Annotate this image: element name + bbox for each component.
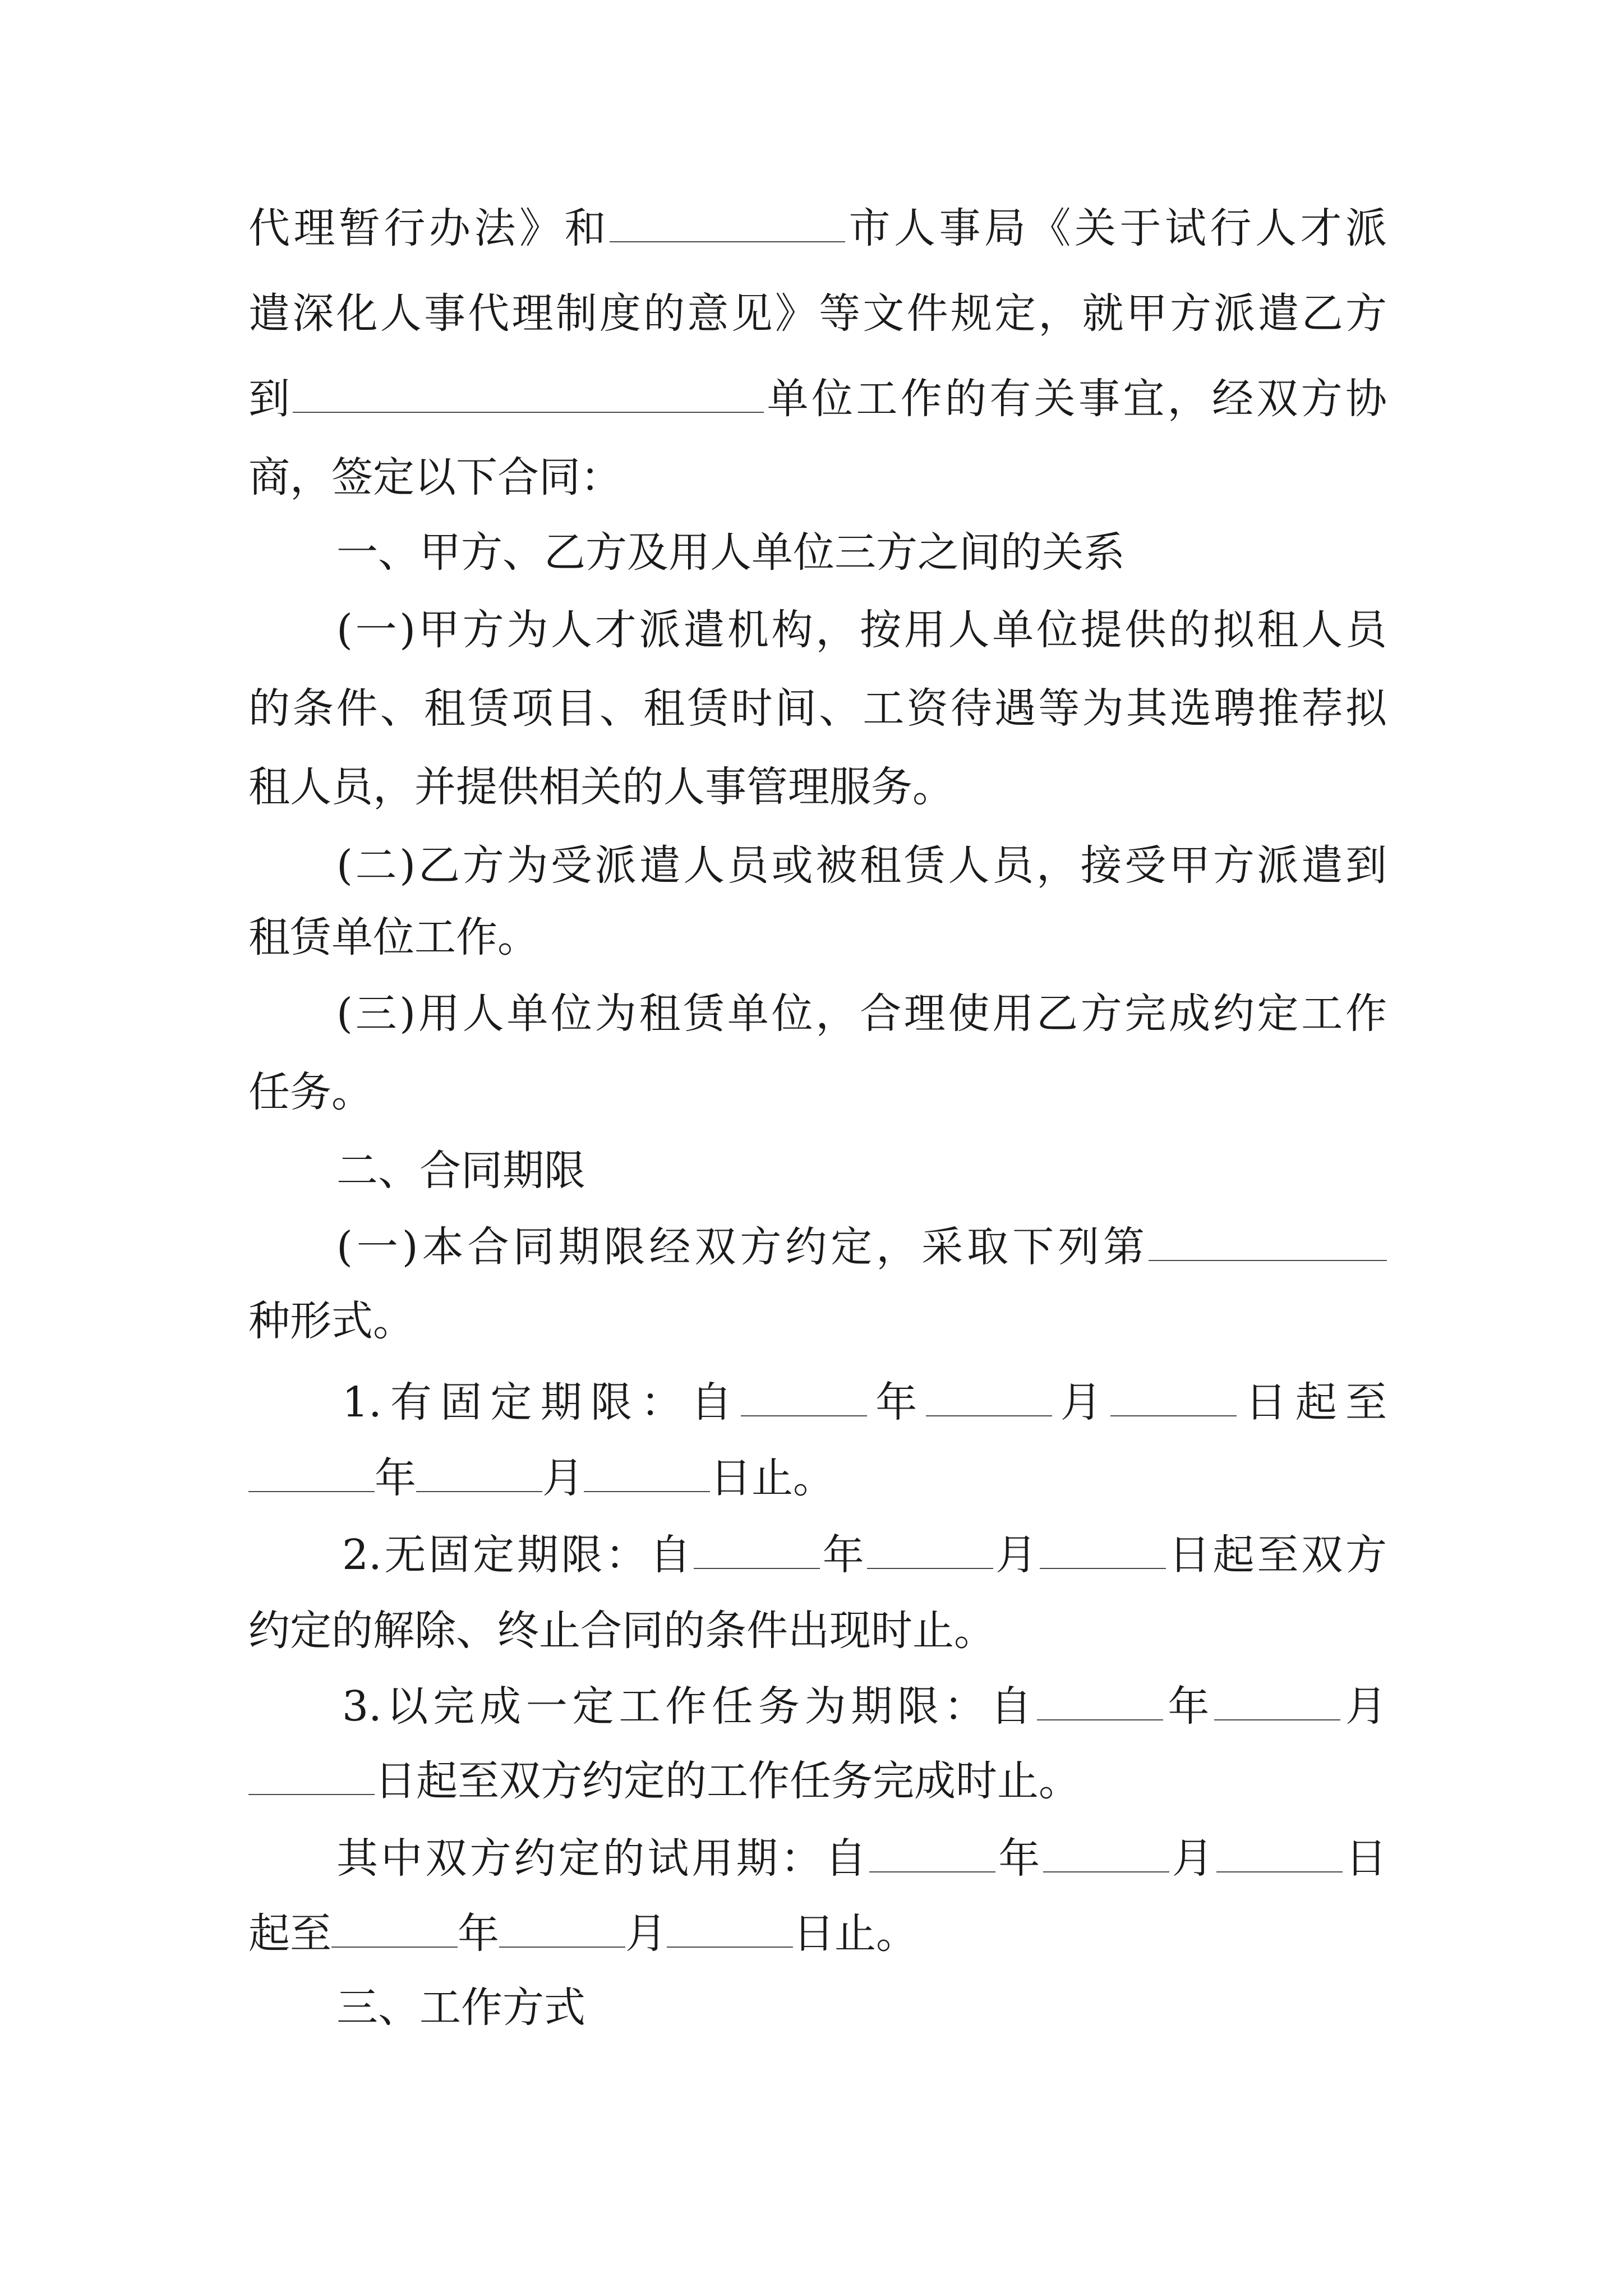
text-line	[248, 368, 1387, 430]
text-line: 种形式。	[248, 1297, 414, 1345]
text-run: 代理暂行办法》和	[248, 204, 610, 252]
text-run: 年	[1163, 1682, 1215, 1731]
blank-field-city[interactable]	[610, 204, 845, 242]
probation-cont	[248, 1903, 1387, 1964]
text-run: 日起至双方	[1166, 1531, 1387, 1579]
text-run: 日	[1342, 1834, 1387, 1883]
probation-line	[336, 1828, 1387, 1889]
blank-day[interactable]	[1040, 1530, 1166, 1569]
text-run: 市人事局《关于试行人才派	[845, 204, 1387, 252]
text-run: 自	[824, 1834, 870, 1883]
item-1-cont	[248, 1447, 1387, 1509]
text-run: 单位工作的有关事宜，经双方协	[764, 375, 1387, 423]
section-heading-2: 二、合同期限	[336, 1147, 585, 1195]
blank-year[interactable]	[1037, 1682, 1163, 1720]
text-run: 月	[542, 1454, 584, 1502]
text-line: 租赁单位工作。	[248, 913, 539, 961]
section-heading-1: 一、甲方、乙方及用人单位三方之间的关系	[336, 528, 1125, 577]
text-run: 1.有固定期限：	[342, 1378, 691, 1427]
text-run: 月	[1052, 1378, 1111, 1427]
item-2-cont: 约定的解除、终止合同的条件出现时止。	[248, 1607, 995, 1655]
text-run: 年	[375, 1454, 416, 1502]
text-line: 遣深化人事代理制度的意见》等文件规定，就甲方派遣乙方	[248, 289, 1387, 338]
blank-month[interactable]	[1214, 1682, 1340, 1720]
blank-month[interactable]	[1043, 1834, 1169, 1872]
item-3-line	[342, 1676, 1387, 1737]
blank-year[interactable]	[869, 1834, 995, 1872]
text-line: 任务。	[248, 1068, 373, 1116]
blank-month[interactable]	[499, 1909, 625, 1948]
text-run: 月	[1340, 1682, 1387, 1731]
text-run: 日起至双方约定的工作任务完成时止。	[375, 1757, 1080, 1805]
text-run: 自	[649, 1531, 694, 1579]
text-run: 自	[690, 1378, 741, 1427]
text-run: 日起至	[1237, 1378, 1387, 1427]
text-line: 租人员，并提供相关的人事管理服务。	[248, 763, 954, 811]
blank-month[interactable]	[867, 1530, 993, 1569]
text-run: 日止。	[793, 1910, 917, 1958]
text-run: 2.无固定期限：	[342, 1531, 650, 1579]
item-3-cont	[248, 1750, 1387, 1812]
text-run: 起至	[248, 1910, 331, 1958]
blank-month[interactable]	[416, 1453, 542, 1492]
blank-day[interactable]	[248, 1756, 375, 1795]
text-run: 年	[819, 1531, 867, 1579]
blank-day[interactable]	[584, 1453, 710, 1492]
text-run: 年	[995, 1834, 1043, 1883]
text-run: 月	[993, 1531, 1040, 1579]
section-heading-3: 三、工作方式	[336, 1984, 585, 2032]
text-run: 到	[248, 375, 293, 423]
text-run: 自	[990, 1682, 1037, 1731]
text-line: 商，签定以下合同：	[248, 453, 622, 501]
blank-field-unit[interactable]	[293, 374, 764, 413]
blank-field-form-number[interactable]	[1149, 1222, 1387, 1261]
text-run: 年	[866, 1378, 926, 1427]
blank-day[interactable]	[1216, 1834, 1343, 1872]
text-line	[248, 197, 1387, 259]
text-run: 月	[625, 1910, 667, 1958]
blank-year[interactable]	[331, 1909, 458, 1948]
text-line	[336, 1216, 1387, 1278]
text-line: (一)甲方为人才派遣机构，按用人单位提供的拟租人员	[336, 606, 1387, 654]
text-run: 年	[458, 1910, 499, 1958]
blank-year[interactable]	[694, 1530, 820, 1569]
blank-month[interactable]	[926, 1378, 1052, 1416]
item-2-line	[342, 1524, 1387, 1586]
text-run: 其中双方约定的试用期：	[336, 1834, 825, 1883]
text-run: 3.以完成一定工作任务为期限：	[342, 1682, 990, 1731]
text-run: 日止。	[710, 1454, 834, 1502]
text-line: (二)乙方为受派遣人员或被租赁人员，接受甲方派遣到	[336, 841, 1387, 890]
blank-day[interactable]	[667, 1909, 793, 1948]
blank-day[interactable]	[1110, 1378, 1237, 1416]
text-line: 的条件、租赁项目、租赁时间、工资待遇等为其选聘推荐拟	[248, 684, 1387, 733]
text-line: (三)用人单位为租赁单位，合理使用乙方完成约定工作	[336, 990, 1387, 1038]
item-1-line	[342, 1372, 1387, 1433]
text-run: (一)本合同期限经双方约定，采取下列第	[336, 1223, 1149, 1271]
text-run: 月	[1169, 1834, 1216, 1883]
blank-year[interactable]	[741, 1378, 867, 1416]
blank-year[interactable]	[248, 1453, 375, 1492]
